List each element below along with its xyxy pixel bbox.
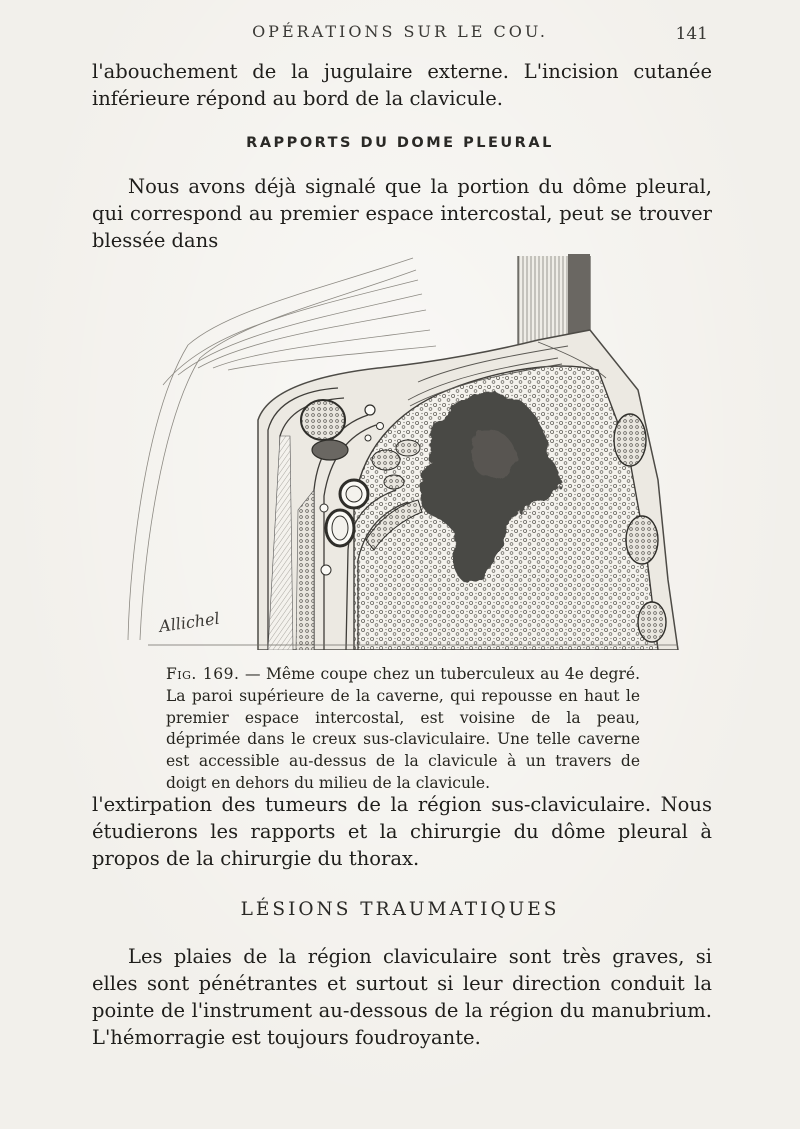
muscle-band-dotted — [296, 490, 314, 650]
section-heading-rapports: RAPPORTS DU DOME PLEURAL — [246, 135, 554, 151]
figure-caption — [166, 664, 640, 795]
figure-label: Fig. 169. — [166, 665, 240, 683]
page-number: 141 — [675, 24, 708, 44]
anatomical-figure — [118, 250, 686, 650]
artist-signature: Allichel — [157, 608, 221, 636]
running-title: OPÉRATIONS SUR LE COU. — [252, 22, 548, 41]
paragraph-continuation: l'abouchement de la jugulaire externe. L'incision cutanée inférieure répond au bord de la clavicule. — [92, 60, 712, 110]
paragraph-dome-pleural: Nous avons déjà signalé que la portion du dôme pleural, qui correspond au premier espace intercostal, peut se trouver blessée dans — [92, 175, 712, 252]
paragraph-plaies: Les plaies de la région claviculaire sont très graves, si elles sont pénétrantes et surtout si leur direction conduit la pointe de l'instrument au-dessous de la région du manubrium. L'hémorragie est toujours foudroyante. — [92, 945, 712, 1049]
running-head — [0, 22, 800, 46]
subclavius-muscle — [312, 440, 348, 460]
paragraph-extirpation: l'extirpation des tumeurs de la région sus-claviculaire. Nous étudierons les rapports et la chirurgie du dôme pleural à propos de la chirurgie du thorax. — [92, 793, 712, 870]
anatomical-illustration — [118, 250, 686, 650]
clavicle-section — [301, 400, 345, 440]
section-heading-lesions: LÉSIONS TRAUMATIQUES — [240, 899, 560, 920]
figure-caption-text: — Même coupe chez un tuberculeux au 4e degré. La paroi supérieure de la caverne, qui repousse en haut le premier espace intercostal, est voisine de la peau, déprimée dans le creux sus-claviculaire. Une telle caverne est accessible au-dessus de la clavicule à un travers de doigt en dehors du milieu de la clavicule. — [166, 665, 640, 792]
